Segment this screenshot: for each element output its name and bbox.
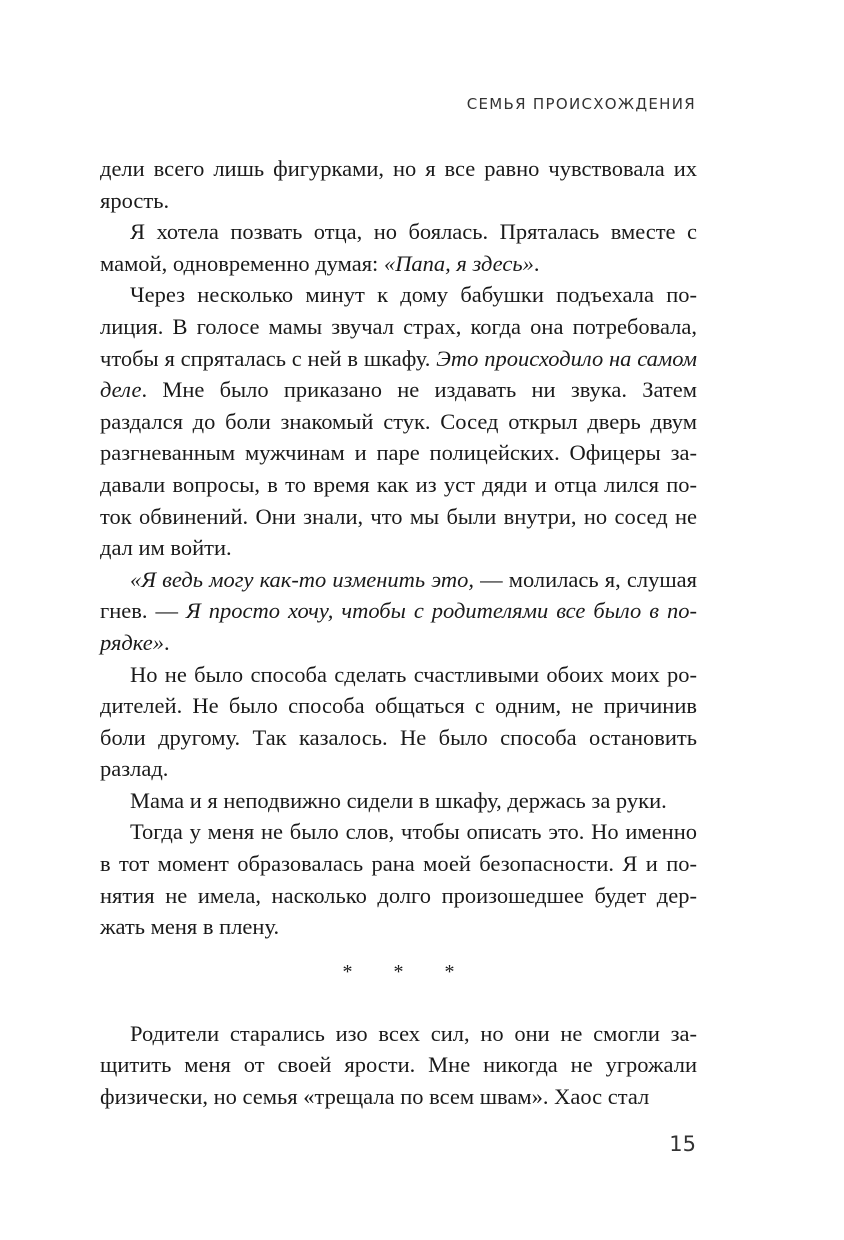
section-separator: * * *	[342, 960, 473, 983]
paragraph-4	[100, 564, 697, 659]
paragraph-4-end: .	[164, 629, 170, 655]
paragraph-6: Мама и я неподвижно сидели в шкафу, держась за руки.	[130, 787, 667, 813]
page-number: 15	[669, 1132, 696, 1156]
paragraph-2-end: .	[533, 250, 540, 276]
paragraph-2	[100, 216, 697, 279]
paragraph-7: Тогда у меня не было слов, чтобы описать это. Но именно в тот момент образовалась рана моей безопасности. Я и понятия не имела, насколько долго произошедшее будет держать меня в плену.	[100, 819, 697, 940]
paragraph-5: Но не было способа сделать счастливыми обоих моих родителей. Не было способа общаться с одним, не причинив боли другому. Так казалось. Не было способа остановить разлад.	[100, 661, 697, 782]
paragraph-4-italic-end: Я просто хочу, чтобы с родителями все было в порядке»	[100, 598, 697, 655]
paragraph-2-text: Я хотела позвать отца, но боялась. Пряталась вместе с мамой, одновременно думая:	[100, 219, 697, 276]
paragraph-3-rest: . Мне было приказано не издавать ни звука. Затем раздался до боли знакомый стук. Сосед открыл дверь двум разгневанным мужчинам и паре полицейских. Офицеры задавали вопросы, в то время как из уст дяди и отца лился поток обвинений. Они знали, что мы были внутри, но сосед не дал им войти.	[100, 377, 697, 561]
running-header: СЕМЬЯ ПРОИСХОЖДЕНИЯ	[466, 95, 696, 113]
paragraph-4-italic-start: «Я ведь могу как-то изменить это,	[130, 566, 474, 592]
paragraph-3-italic: Это происходило на самом деле	[100, 345, 697, 403]
paragraph-3	[100, 279, 697, 563]
paragraph-8: Родители старались изо всех сил, но они не смогли защитить меня от своей ярости. Мне никогда не угрожали физически, но семья «трещала по всем швам». Хаос стал	[100, 1020, 697, 1110]
paragraph-2-italic: «Папа, я здесь»	[383, 250, 534, 276]
paragraph-1: дели всего лишь фигурками, но я все равно чувствовала их ярость.	[100, 156, 697, 213]
page-body	[100, 153, 697, 1113]
paragraph-3-text: Через несколько минут к дому бабушки подъехала полиция. В голосе мамы звучал страх, когда она потребовала, чтобы я спряталась с ней в шкафу.	[100, 282, 697, 371]
paragraph-4-text: — молилась я, слушая гнев. —	[100, 566, 697, 624]
